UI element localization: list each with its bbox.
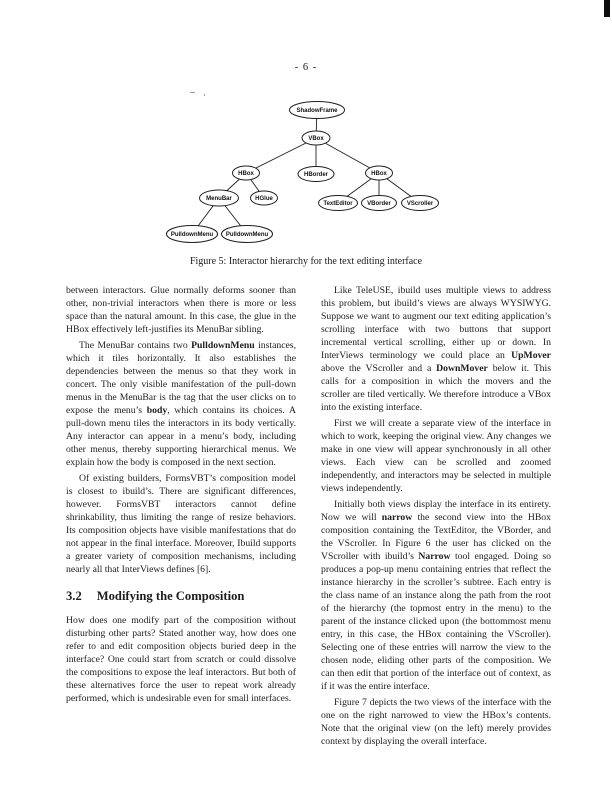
svg-text:HGlue: HGlue <box>255 196 273 203</box>
tree-node-hbox <box>366 166 393 180</box>
tree-node-pulldownmenu <box>167 226 218 243</box>
svg-text:VBox: VBox <box>308 136 324 143</box>
paragraph: Figure 7 depicts the two views of the interface with the one on the right narrowed to view the HBox’s contents. Note that the original view (on the left) merely provides context by displaying the overall interface. <box>321 697 551 747</box>
svg-text:HBox: HBox <box>371 171 387 178</box>
svg-text:PulldownMenu: PulldownMenu <box>170 232 214 239</box>
paragraph: between interactors. Glue normally deforms sooner than other, non-trivial interactors when there is more or less space than the natural amount. In this case, the glue in the HBox effectively left-justifies its MenuBar sibling. <box>66 285 296 335</box>
tree-node-shadowframe <box>290 102 345 119</box>
svg-text:MenuBar: MenuBar <box>206 196 232 203</box>
tree-node-hglue <box>251 191 278 205</box>
svg-text:TextEditor: TextEditor <box>323 201 353 208</box>
svg-text:VBorder: VBorder <box>367 201 391 208</box>
figure-5-diagram <box>0 95 612 255</box>
svg-text:PulldownMenu: PulldownMenu <box>225 232 269 239</box>
tree-node-hbox <box>233 166 260 180</box>
tree-node-texteditor <box>319 196 358 211</box>
svg-text:ShadowFrame: ShadowFrame <box>296 108 338 115</box>
scan-speck <box>190 92 195 93</box>
paragraph: The MenuBar contains two PulldownMenu instances, which it tiles horizontally. It also establishes the dependencies between the menus so that they work in concert. The only visible manifestation of the pull-down menus in the MenuBar is the tag that the user clicks on to expose the menu’s body, which contains its choices. A pull-down menu tiles the interactors in its body vertically. Any interactor can appear in a menu’s body, including other menus, thereby supporting hierarchical menus. We explain how the body is composed in the next section. <box>66 340 297 468</box>
paragraph: How does one modify part of the composition without disturbing other parts? Stated another way, how does one refer to and edit composition objects buried deep in the interface? One could start from scratch or could dissolve the compositions to expose the leaf interactors. But both of these alternatives force the user to repeat work already performed, which is undesirable even for small interfaces. <box>66 615 296 704</box>
section-number: 3.2 <box>66 589 82 603</box>
paragraph: Of existing builders, FormsVBT’s composition model is closest to ibuild’s. There are significant differences, however. FormsVBT interactors cannot define shrinkability, thus limiting the range of resize behaviors. Its composition objects have visible manifestations that do not appear in the final interface. Moreover, Ibuild supports a greater variety of composition mechanisms, including nearly all that InterViews defines [6]. <box>66 473 296 575</box>
two-column-text <box>66 284 552 751</box>
section-title: Modifying the Composition <box>96 589 245 603</box>
interactor-tree-svg <box>0 95 612 255</box>
paragraph: Like TeleUSE, ibuild uses multiple views to address this problem, but ibuild’s views are always WYSIWYG. Suppose we want to augment our text editing application’s scrolling interface with two buttons that support incremental vertical scrolling, either up or down. In InterViews terminology we could place an UpMover above the VScroller and a DownMover below it. This calls for a composition in which the movers and the scroller are tiled vertically. We therefore introduce a VBox into the existing interface. <box>321 285 551 413</box>
figure-5-caption: Figure 5: Interactor hierarchy for the text editing interface <box>189 256 423 267</box>
right-column <box>321 284 551 751</box>
section-heading <box>66 590 296 603</box>
svg-text:VScroller: VScroller <box>406 201 434 208</box>
tree-node-hborder <box>298 167 334 182</box>
tree-node-vborder <box>362 196 397 211</box>
tree-node-pulldownmenu <box>222 226 273 243</box>
tree-node-menubar <box>200 190 239 206</box>
tree-node-vbox <box>302 131 330 145</box>
page-number: - 6 - <box>294 62 318 73</box>
svg-text:HBox: HBox <box>238 171 254 178</box>
svg-text:HBorder: HBorder <box>303 172 329 179</box>
scan-artifact-bar <box>604 0 610 17</box>
left-column <box>66 284 296 751</box>
tree-node-vscroller <box>402 196 439 211</box>
paragraph: First we will create a separate view of the interface in which to work, keeping the original view. Any changes we make in one view will appear synchronously in all other views. Each view can be scrolled and zoomed independently, and interactors may be selected in multiple views independently. <box>321 418 551 494</box>
paragraph: Initially both views display the interface in its entirety. Now we will narrow the second view into the HBox composition containing the TextEditor, the VBorder, and the VScroller. In Figure 6 the user has clicked on the VScroller with ibuild’s Narrow tool engaged. Doing so produces a pop-up menu containing entries that reflect the instance hierarchy in the scroller’s subtree. Each entry is the class name of an instance along the path from the root of the hierarchy (the topmost entry in the menu) to the parent of the instance clicked upon (the bottommost menu entry, in this case, the HBox containing the VScroller). Selecting one of these entries will narrow the view to the chosen node, eliding other parts of the composition. We can then edit that portion of the interface out of context, as if it was the entire interface. <box>321 499 552 692</box>
